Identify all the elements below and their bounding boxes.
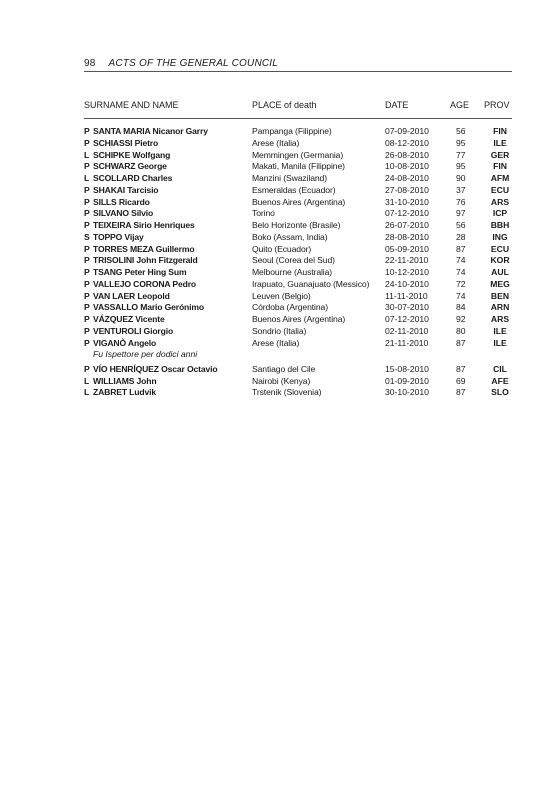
date-of-death: 24-08-2010 [385, 173, 429, 183]
province-code: ILE [493, 337, 507, 348]
column-header-place: PLACE of death [252, 100, 317, 110]
member-type: L [84, 375, 90, 386]
age: 97 [456, 208, 466, 219]
province-code: ILE [493, 137, 507, 148]
age: 56 [456, 126, 466, 136]
member-type: P [84, 137, 90, 148]
place-of-death: Manzini (Swaziland) [252, 173, 327, 183]
age: 37 [456, 184, 466, 195]
province-code: CIL [493, 363, 507, 374]
age: 80 [456, 325, 466, 336]
header-rule [84, 71, 512, 72]
age: 95 [456, 137, 466, 148]
place-of-death: Boko (Assam, India) [252, 231, 328, 242]
province-code: ECU [490, 243, 510, 254]
province-code: AUL [491, 267, 509, 277]
place-of-death: Trstenik (Slovenia) [252, 387, 322, 398]
member-type: P [84, 278, 90, 289]
place-of-death: Buenos Aires (Argentina) [252, 196, 346, 207]
member-type: P [84, 325, 90, 336]
table-row [84, 185, 512, 197]
member-name: SCOLLARD Charles [93, 173, 173, 183]
age: 90 [456, 173, 466, 183]
table-row [84, 279, 512, 291]
table-row [84, 197, 512, 209]
member-name: SCHWARZ George [93, 161, 167, 172]
province-code: ING [492, 231, 508, 242]
date-of-death: 01-09-2010 [385, 375, 429, 386]
place-of-death: Buenos Aires (Argentina) [252, 314, 346, 324]
table-row [84, 326, 512, 338]
member-type: P [84, 243, 90, 254]
date-of-death: 05-09-2010 [385, 243, 429, 254]
column-header-date: DATE [385, 100, 409, 110]
date-of-death: 27-08-2010 [385, 184, 429, 195]
age: 74 [456, 267, 466, 277]
table-row [84, 138, 512, 150]
age: 87 [456, 387, 466, 398]
table-row [84, 302, 512, 314]
member-name: ZABRET Ludvik [93, 387, 156, 398]
member-type: L [84, 387, 90, 398]
age: 76 [456, 196, 466, 207]
member-type: P [84, 196, 90, 207]
date-of-death: 10-12-2010 [385, 267, 429, 277]
member-name: SANTA MARIA Nicanor Garry [93, 126, 208, 136]
date-of-death: 31-10-2010 [385, 196, 429, 207]
date-of-death: 28-08-2010 [385, 231, 429, 242]
member-type: S [84, 231, 90, 242]
column-header-name: SURNAME AND NAME [84, 100, 179, 110]
member-type: L [84, 173, 90, 183]
member-name: SCHIASSI Pietro [93, 137, 159, 148]
table-row [84, 338, 512, 350]
date-of-death: 10-08-2010 [385, 161, 429, 172]
province-code: KOR [490, 255, 510, 266]
table-row [84, 208, 512, 220]
age: 74 [456, 290, 466, 301]
place-of-death: Nairobi (Kenya) [252, 375, 311, 386]
table-row [84, 126, 512, 138]
member-name: TEIXEIRA Sirio Henriques [93, 220, 195, 230]
date-of-death: 11-11-2010 [385, 290, 428, 301]
province-code: BEN [490, 290, 510, 301]
member-type: P [84, 267, 90, 277]
member-name: SHAKAI Tarcisio [93, 184, 159, 195]
age: 72 [456, 278, 466, 289]
province-code: ECU [490, 184, 510, 195]
place-of-death: Arese (Italia) [252, 137, 300, 148]
age: 87 [456, 337, 466, 348]
member-type: P [84, 184, 90, 195]
member-name: SILLS Ricardo [93, 196, 150, 207]
date-of-death: 07-12-2010 [385, 314, 429, 324]
member-type: P [84, 302, 90, 313]
date-of-death: 30-07-2010 [385, 302, 429, 313]
table-row [84, 364, 512, 376]
date-of-death: 07-09-2010 [385, 126, 429, 136]
member-type: P [84, 208, 90, 219]
member-type: P [84, 161, 90, 172]
member-name: VIGANÒ Angelo [93, 337, 157, 348]
page-number: 98 [84, 58, 96, 69]
age: 95 [456, 161, 466, 172]
province-code: AFE [491, 375, 509, 386]
province-code: FIN [493, 161, 507, 172]
member-type: P [84, 290, 90, 301]
member-note: Fu Ispettore per dodici anni [93, 349, 198, 360]
column-header-age: AGE [450, 100, 470, 110]
member-type: L [84, 149, 90, 160]
date-of-death: 30-10-2010 [385, 387, 429, 398]
table-row [84, 220, 512, 232]
province-code: ARS [490, 196, 510, 207]
place-of-death: Córdoba (Argentina) [252, 302, 328, 313]
place-of-death: Memmingen (Germania) [252, 149, 344, 160]
age: 87 [456, 243, 466, 254]
member-name: VÍO HENRÍQUEZ Oscar Octavio [93, 363, 218, 374]
table-row [84, 291, 512, 303]
member-type: P [84, 220, 90, 230]
date-of-death: 22-11-2010 [385, 255, 429, 266]
member-type: P [84, 255, 90, 266]
age: 69 [456, 375, 466, 386]
place-of-death: Santiago del Cile [252, 363, 316, 374]
table-row [84, 376, 512, 388]
place-of-death: Sondrio (Italia) [252, 325, 307, 336]
table-row [84, 173, 512, 185]
province-code: BBH [490, 220, 510, 230]
date-of-death: 21-11-2010 [385, 337, 429, 348]
member-name: TRISOLINI John Fitzgerald [93, 255, 198, 266]
table-row [84, 387, 512, 399]
age: 87 [456, 363, 466, 374]
province-code: ICP [492, 208, 508, 219]
province-code: ARS [490, 314, 510, 324]
table-row [84, 314, 512, 326]
table-row [84, 244, 512, 256]
column-header-prov: PROV [484, 100, 510, 110]
province-code: ILE [493, 325, 507, 336]
table-row [84, 161, 512, 173]
date-of-death: 26-07-2010 [385, 220, 429, 230]
place-of-death: Esmeraldas (Ecuador) [252, 184, 336, 195]
date-of-death: 02-11-2010 [385, 325, 429, 336]
date-of-death: 15-08-2010 [385, 363, 429, 374]
member-name: VÁZQUEZ Vicente [93, 314, 165, 324]
member-name: VASSALLO Mario Gerónimo [93, 302, 204, 313]
place-of-death: Leuven (Belgio) [252, 290, 311, 301]
member-name: VENTUROLI Giorgio [93, 325, 174, 336]
date-of-death: 24-10-2010 [385, 278, 429, 289]
place-of-death: Pampanga (Filippine) [252, 126, 332, 136]
member-type: P [84, 363, 90, 374]
table-row [84, 267, 512, 279]
place-of-death: Makati, Manila (Filippine) [252, 161, 345, 172]
place-of-death: Torino [252, 208, 275, 219]
member-type: P [84, 314, 90, 324]
table-header-rule [84, 118, 512, 119]
province-code: SLO [491, 387, 509, 398]
age: 92 [456, 314, 466, 324]
age: 77 [456, 149, 466, 160]
table-note-row [84, 349, 512, 362]
table-row [84, 232, 512, 244]
page-header [84, 58, 512, 69]
age: 74 [456, 255, 466, 266]
member-name: TSANG Peter Hing Sum [93, 267, 187, 277]
province-code: FIN [493, 126, 507, 136]
place-of-death: Quito (Ecuador) [252, 243, 312, 254]
place-of-death: Seoul (Corea del Sud) [252, 255, 335, 266]
member-name: WILLIAMS John [93, 375, 157, 386]
member-name: SCHIPKE Wolfgang [93, 149, 171, 160]
member-name: VALLEJO CORONA Pedro [93, 278, 196, 289]
date-of-death: 26-08-2010 [385, 149, 429, 160]
province-code: GER [490, 149, 510, 160]
member-name: TORRES MEZA Guillermo [93, 243, 195, 254]
place-of-death: Belo Horizonte (Brasile) [252, 220, 341, 230]
member-name: SILVANO Silvio [93, 208, 154, 219]
place-of-death: Arese (Italia) [252, 337, 300, 348]
province-code: ARN [490, 302, 510, 313]
province-code: MEG [490, 278, 510, 289]
age: 28 [456, 231, 466, 242]
date-of-death: 07-12-2010 [385, 208, 429, 219]
age: 56 [456, 220, 466, 230]
necrology-table [84, 126, 512, 399]
place-of-death: Irapuato, Guanajuato (Messico) [252, 278, 370, 289]
date-of-death: 08-12-2010 [385, 137, 429, 148]
table-row [84, 255, 512, 267]
age: 84 [456, 302, 466, 313]
member-type: P [84, 337, 90, 348]
member-name: VAN LAER Leopold [93, 290, 170, 301]
running-title: ACTS OF THE GENERAL COUNCIL [108, 58, 279, 69]
province-code: AFM [490, 173, 510, 183]
table-row [84, 150, 512, 162]
place-of-death: Melbourne (Australia) [252, 267, 333, 277]
member-name: TOPPO Vijay [93, 231, 144, 242]
member-type: P [84, 126, 90, 136]
